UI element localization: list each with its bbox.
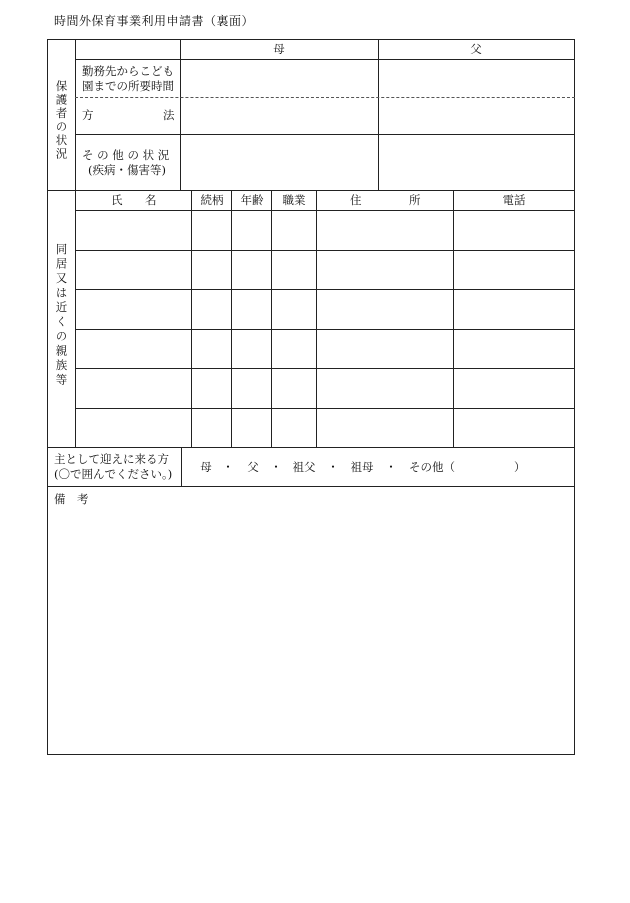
- pickup-separator-2: ・: [270, 460, 282, 474]
- column-father: 父: [470, 42, 482, 56]
- header-address-b: 所: [409, 193, 421, 207]
- pickup-separator-3: ・: [327, 460, 339, 474]
- row-commute-label-2: 園までの所要時間: [82, 79, 174, 93]
- relative-address-cell[interactable]: [317, 290, 453, 328]
- relative-phone-cell[interactable]: [454, 409, 575, 447]
- header-occupation: 職業: [282, 193, 306, 207]
- pickup-option-grandmother[interactable]: 祖母: [350, 460, 374, 474]
- row-other-label-1: そ の 他 の 状 況: [82, 148, 170, 162]
- relative-occupation-cell[interactable]: [272, 290, 316, 328]
- relative-name-cell[interactable]: [76, 290, 191, 328]
- relative-address-cell[interactable]: [317, 330, 453, 368]
- relative-occupation-cell[interactable]: [272, 330, 316, 368]
- relative-name-cell[interactable]: [76, 251, 191, 289]
- relative-age-cell[interactable]: [232, 251, 271, 289]
- guardian-header-rule-left: [75, 59, 181, 60]
- relative-name-cell[interactable]: [76, 330, 191, 368]
- commute-father-field[interactable]: [379, 60, 575, 97]
- pickup-option-father[interactable]: 父: [247, 460, 259, 474]
- pickup-option-other[interactable]: その他（: [409, 460, 455, 474]
- header-address-a: 住: [350, 193, 362, 207]
- relative-relation-cell[interactable]: [192, 330, 231, 368]
- relative-occupation-cell[interactable]: [272, 369, 316, 407]
- document-title: 時間外保育事業利用申請書（裏面）: [54, 14, 255, 28]
- pickup-label-1: 主として迎えに来る方: [54, 452, 169, 466]
- relative-occupation-cell[interactable]: [272, 251, 316, 289]
- relative-relation-cell[interactable]: [192, 211, 231, 249]
- relative-name-cell[interactable]: [76, 409, 191, 447]
- relatives-section-label: 同居又は近くの親族等: [54, 243, 69, 388]
- relative-phone-cell[interactable]: [454, 369, 575, 407]
- header-name-a: 氏: [111, 193, 123, 207]
- relative-phone-cell[interactable]: [454, 211, 575, 249]
- other-mother-field[interactable]: [181, 135, 378, 190]
- commute-mother-field[interactable]: [181, 60, 378, 97]
- row-method-label-a: 方: [82, 108, 94, 122]
- row-other-label-2: (疾病・傷害等): [88, 163, 166, 177]
- remarks-label: 備 考: [54, 492, 89, 506]
- relative-name-cell[interactable]: [76, 369, 191, 407]
- pickup-label-2: (〇で囲んでください。): [54, 467, 173, 481]
- relative-relation-cell[interactable]: [192, 290, 231, 328]
- pickup-bottom-rule: [48, 486, 575, 487]
- application-form-back: [47, 39, 575, 755]
- relative-occupation-cell[interactable]: [272, 409, 316, 447]
- relative-age-cell[interactable]: [232, 330, 271, 368]
- pickup-separator-4: ・: [385, 460, 397, 474]
- relative-address-cell[interactable]: [317, 409, 453, 447]
- relative-phone-cell[interactable]: [454, 290, 575, 328]
- relative-name-cell[interactable]: [76, 211, 191, 249]
- relatives-section-bottom-rule: [48, 447, 575, 448]
- relative-relation-cell[interactable]: [192, 409, 231, 447]
- guardian-section-label: 保護者の状況: [54, 80, 69, 161]
- relative-phone-cell[interactable]: [454, 251, 575, 289]
- relative-occupation-cell[interactable]: [272, 211, 316, 249]
- relative-address-cell[interactable]: [317, 211, 453, 249]
- relative-age-cell[interactable]: [232, 409, 271, 447]
- header-relation: 続柄: [200, 193, 224, 207]
- relative-address-cell[interactable]: [317, 251, 453, 289]
- relative-relation-cell[interactable]: [192, 251, 231, 289]
- row-method-label-b: 法: [163, 108, 175, 122]
- pickup-option-grandfather[interactable]: 祖父: [292, 460, 316, 474]
- header-age: 年齢: [240, 193, 264, 207]
- column-mother: 母: [273, 42, 285, 56]
- header-name-b: 名: [145, 193, 157, 207]
- relative-age-cell[interactable]: [232, 211, 271, 249]
- pickup-divider: [181, 447, 182, 486]
- relative-address-cell[interactable]: [317, 369, 453, 407]
- method-mother-field[interactable]: [181, 98, 378, 134]
- row-commute-label-1: 勤務先からこども: [82, 64, 174, 78]
- relative-age-cell[interactable]: [232, 369, 271, 407]
- method-father-field[interactable]: [379, 98, 575, 134]
- header-phone: 電話: [502, 193, 526, 207]
- relative-relation-cell[interactable]: [192, 369, 231, 407]
- guardian-section-bottom-rule: [48, 190, 575, 191]
- pickup-option-mother[interactable]: 母: [200, 460, 212, 474]
- relative-phone-cell[interactable]: [454, 330, 575, 368]
- relative-age-cell[interactable]: [232, 290, 271, 328]
- remarks-field[interactable]: [98, 490, 568, 750]
- pickup-separator-1: ・: [222, 460, 234, 474]
- other-father-field[interactable]: [379, 135, 575, 190]
- pickup-option-other-close: ）: [514, 460, 526, 474]
